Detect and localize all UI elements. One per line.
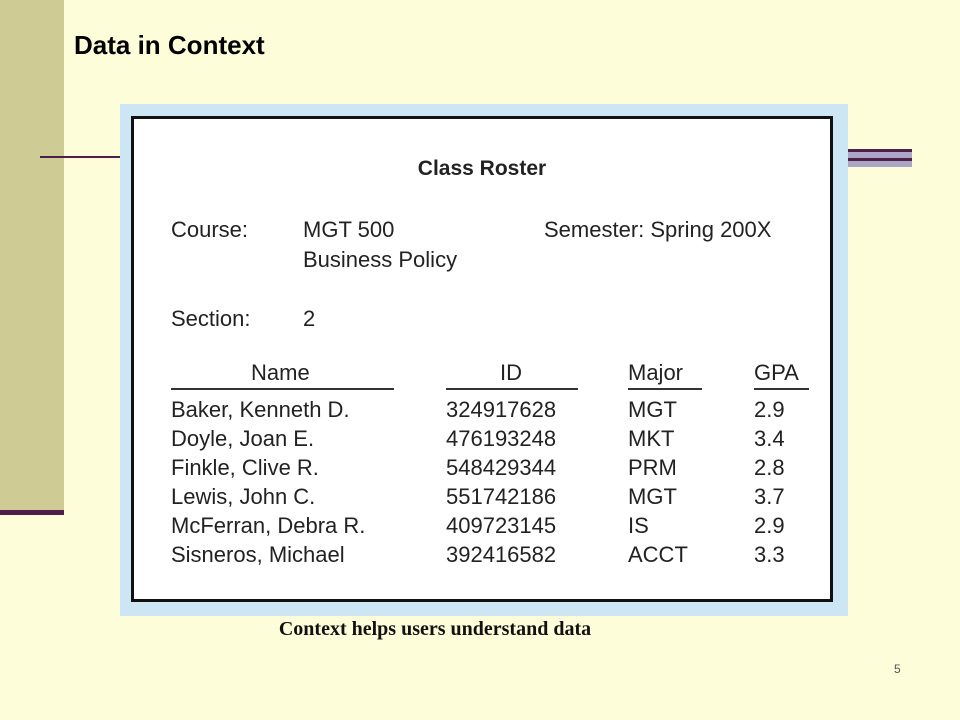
column-underline-gpa bbox=[754, 388, 809, 390]
cell-name: McFerran, Debra R. bbox=[171, 513, 366, 538]
course-name: Business Policy bbox=[303, 247, 458, 272]
figure-caption: Context helps users understand data bbox=[278, 618, 592, 640]
cell-major: MKT bbox=[628, 426, 675, 451]
cell-name: Finkle, Clive R. bbox=[171, 455, 319, 480]
section-value: 2 bbox=[303, 306, 316, 331]
table-row bbox=[134, 484, 830, 513]
column-header-major: Major bbox=[628, 360, 684, 385]
table-row bbox=[134, 542, 830, 571]
class-roster-figure bbox=[131, 116, 833, 602]
column-header-name: Name bbox=[251, 360, 310, 385]
cell-id: 392416582 bbox=[446, 542, 557, 567]
column-header-id: ID bbox=[500, 360, 522, 385]
table-row bbox=[134, 426, 830, 455]
column-underline-id bbox=[446, 388, 578, 390]
table-row bbox=[134, 397, 830, 426]
cell-id: 409723145 bbox=[446, 513, 557, 538]
cell-gpa: 2.9 bbox=[754, 513, 785, 538]
cell-major: MGT bbox=[628, 397, 677, 422]
cell-gpa: 2.9 bbox=[754, 397, 785, 422]
cell-major: PRM bbox=[628, 455, 677, 480]
column-underline-major bbox=[628, 388, 702, 390]
sidebar-accent-bar bbox=[0, 510, 64, 515]
section-label: Section: bbox=[171, 306, 251, 331]
course-code: MGT 500 bbox=[303, 217, 395, 242]
cell-gpa: 3.3 bbox=[754, 542, 785, 567]
cell-name: Sisneros, Michael bbox=[171, 542, 345, 567]
cell-id: 476193248 bbox=[446, 426, 557, 451]
cell-gpa: 3.7 bbox=[754, 484, 785, 509]
cell-name: Doyle, Joan E. bbox=[171, 426, 315, 451]
table-row bbox=[134, 455, 830, 484]
sidebar-panel bbox=[0, 0, 64, 512]
cell-id: 551742186 bbox=[446, 484, 557, 509]
table-row bbox=[134, 513, 830, 542]
title-rule-right bbox=[846, 149, 912, 169]
cell-gpa: 2.8 bbox=[754, 455, 785, 480]
course-label: Course: bbox=[171, 217, 249, 242]
column-underline-name bbox=[171, 388, 394, 390]
roster-title: Class Roster bbox=[417, 157, 547, 180]
cell-major: ACCT bbox=[628, 542, 688, 567]
cell-major: MGT bbox=[628, 484, 677, 509]
page-number: 5 bbox=[894, 662, 901, 676]
slide-title: Data in Context bbox=[74, 30, 265, 60]
cell-id: 324917628 bbox=[446, 397, 557, 422]
cell-name: Lewis, John C. bbox=[171, 484, 316, 509]
cell-major: IS bbox=[628, 513, 649, 538]
column-header-gpa: GPA bbox=[754, 360, 799, 385]
cell-id: 548429344 bbox=[446, 455, 557, 480]
cell-gpa: 3.4 bbox=[754, 426, 785, 451]
semester-text: Semester: Spring 200X bbox=[544, 217, 772, 242]
title-rule-left bbox=[40, 156, 124, 158]
cell-name: Baker, Kenneth D. bbox=[171, 397, 350, 422]
